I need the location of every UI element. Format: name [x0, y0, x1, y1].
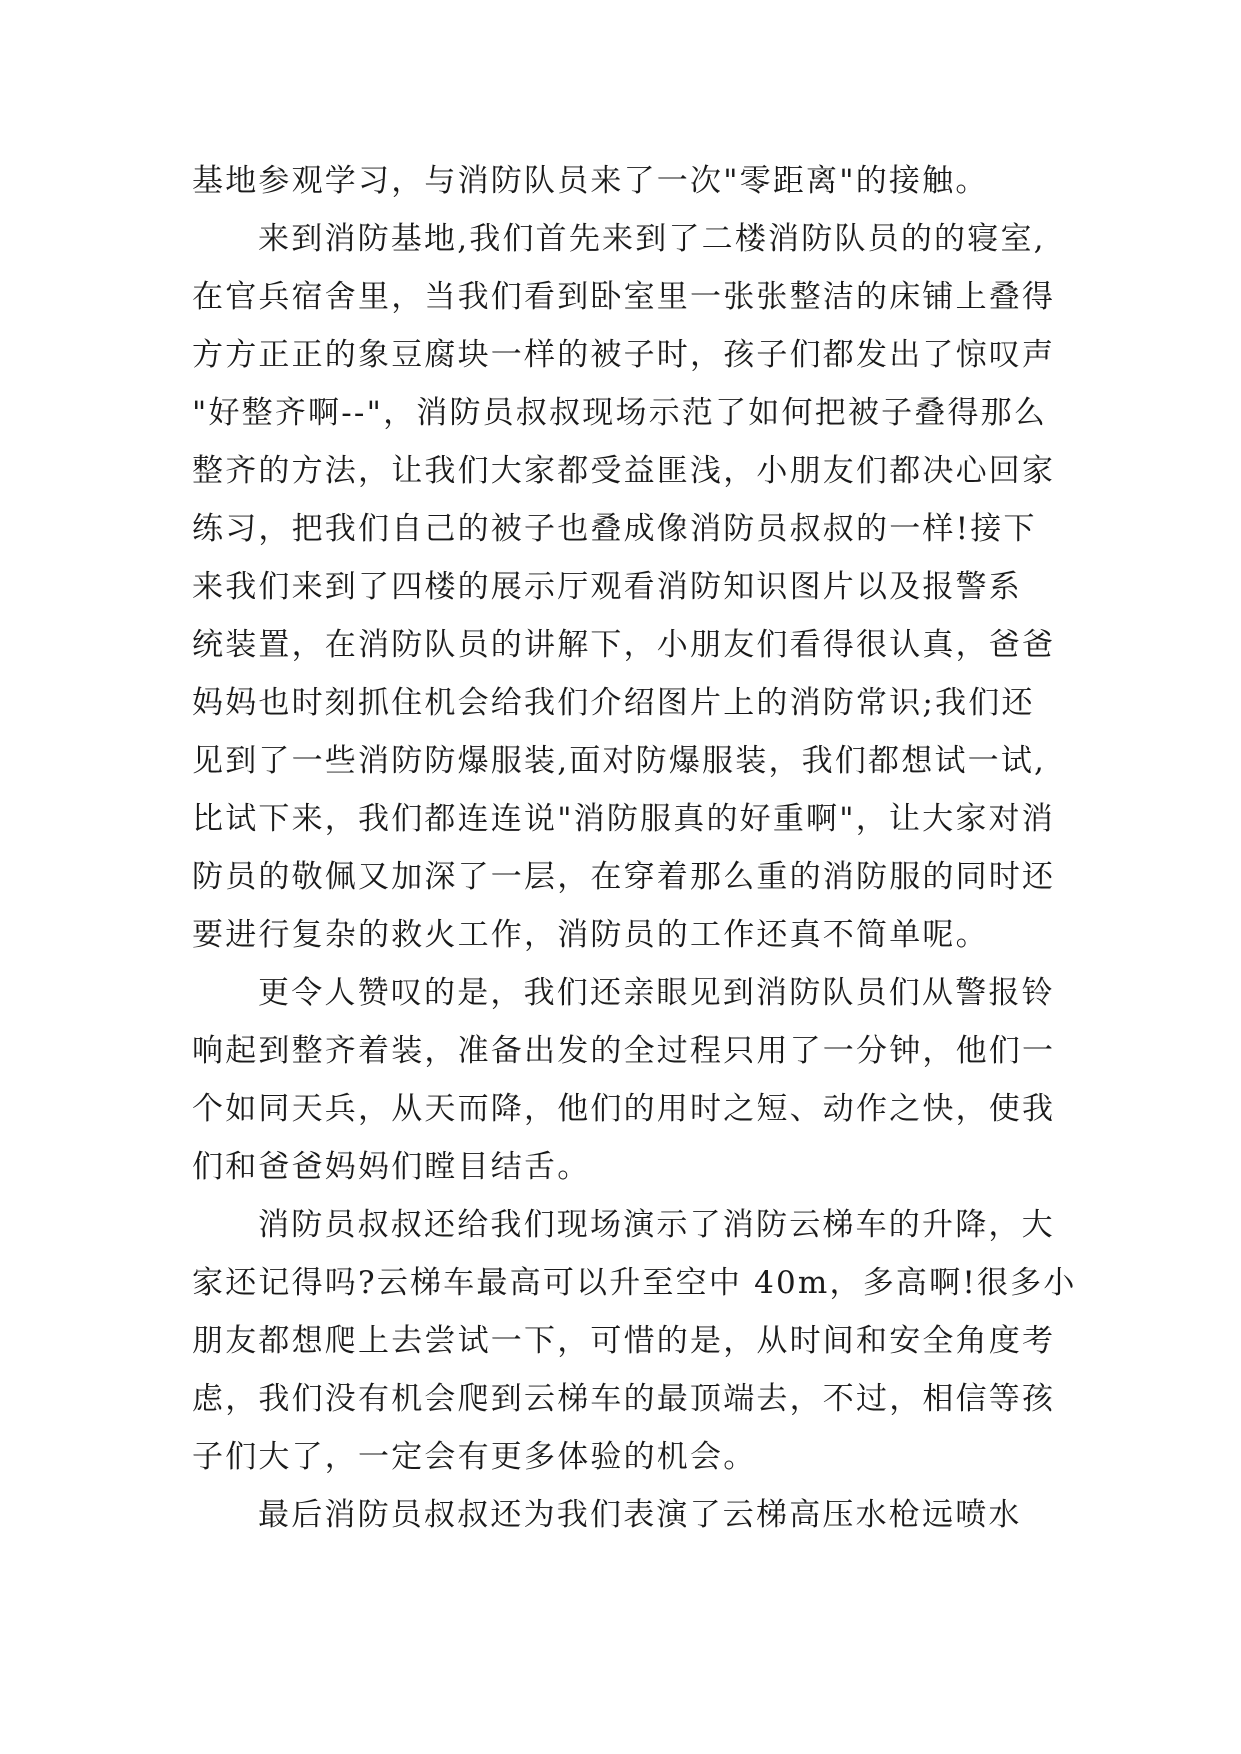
text-line: 家还记得吗?云梯车最高可以升至空中 40m，多高啊!很多小	[192, 1265, 1077, 1301]
text-line: 响起到整齐着装，准备出发的全过程只用了一分钟，他们一	[192, 1033, 1056, 1069]
paragraph-start-line: 来到消防基地,我们首先来到了二楼消防队员的的寝室,	[258, 221, 1046, 257]
text-line: 方方正正的象豆腐块一样的被子时，孩子们都发出了惊叹声	[192, 337, 1056, 373]
text-line: 个如同天兵，从天而降，他们的用时之短、动作之快，使我	[192, 1091, 1056, 1127]
paragraph-start-line: 消防员叔叔还给我们现场演示了消防云梯车的升降，大	[258, 1207, 1055, 1243]
text-line: 在官兵宿舍里，当我们看到卧室里一张张整洁的床铺上叠得	[192, 279, 1056, 315]
text-line: 基地参观学习，与消防队员来了一次"零距离"的接触。	[192, 163, 989, 199]
body-text	[192, 152, 1077, 1544]
text-line: 妈妈也时刻抓住机会给我们介绍图片上的消防常识;我们还	[192, 685, 1035, 721]
paragraph-start-line: 更令人赞叹的是，我们还亲眼见到消防队员们从警报铃	[258, 975, 1055, 1011]
text-line: 们和爸爸妈妈们瞠目结舌。	[192, 1149, 591, 1185]
text-line: 朋友都想爬上去尝试一下，可惜的是，从时间和安全角度考	[192, 1323, 1056, 1359]
text-line: 比试下来，我们都连连说"消防服真的好重啊"，让大家对消	[192, 801, 1055, 837]
text-line: 虑，我们没有机会爬到云梯车的最顶端去，不过，相信等孩	[192, 1381, 1056, 1417]
text-line: 见到了一些消防防爆服装,面对防爆服装，我们都想试一试,	[192, 743, 1047, 779]
text-line: 统装置，在消防队员的讲解下，小朋友们看得很认真，爸爸	[192, 627, 1056, 663]
text-line: 整齐的方法，让我们大家都受益匪浅，小朋友们都决心回家	[192, 453, 1056, 489]
text-line: 来我们来到了四楼的展示厅观看消防知识图片以及报警系	[192, 569, 1022, 605]
paragraph-start-line: 最后消防员叔叔还为我们表演了云梯高压水枪远喷水	[258, 1497, 1022, 1533]
text-line: 练习，把我们自己的被子也叠成像消防员叔叔的一样!接下	[192, 511, 1037, 547]
text-line: 要进行复杂的救火工作，消防员的工作还真不简单呢。	[192, 917, 989, 953]
text-line: 子们大了，一定会有更多体验的机会。	[192, 1439, 757, 1475]
text-line: 防员的敬佩又加深了一层，在穿着那么重的消防服的同时还	[192, 859, 1056, 895]
text-line: "好整齐啊--"，消防员叔叔现场示范了如何把被子叠得那么	[192, 395, 1048, 431]
